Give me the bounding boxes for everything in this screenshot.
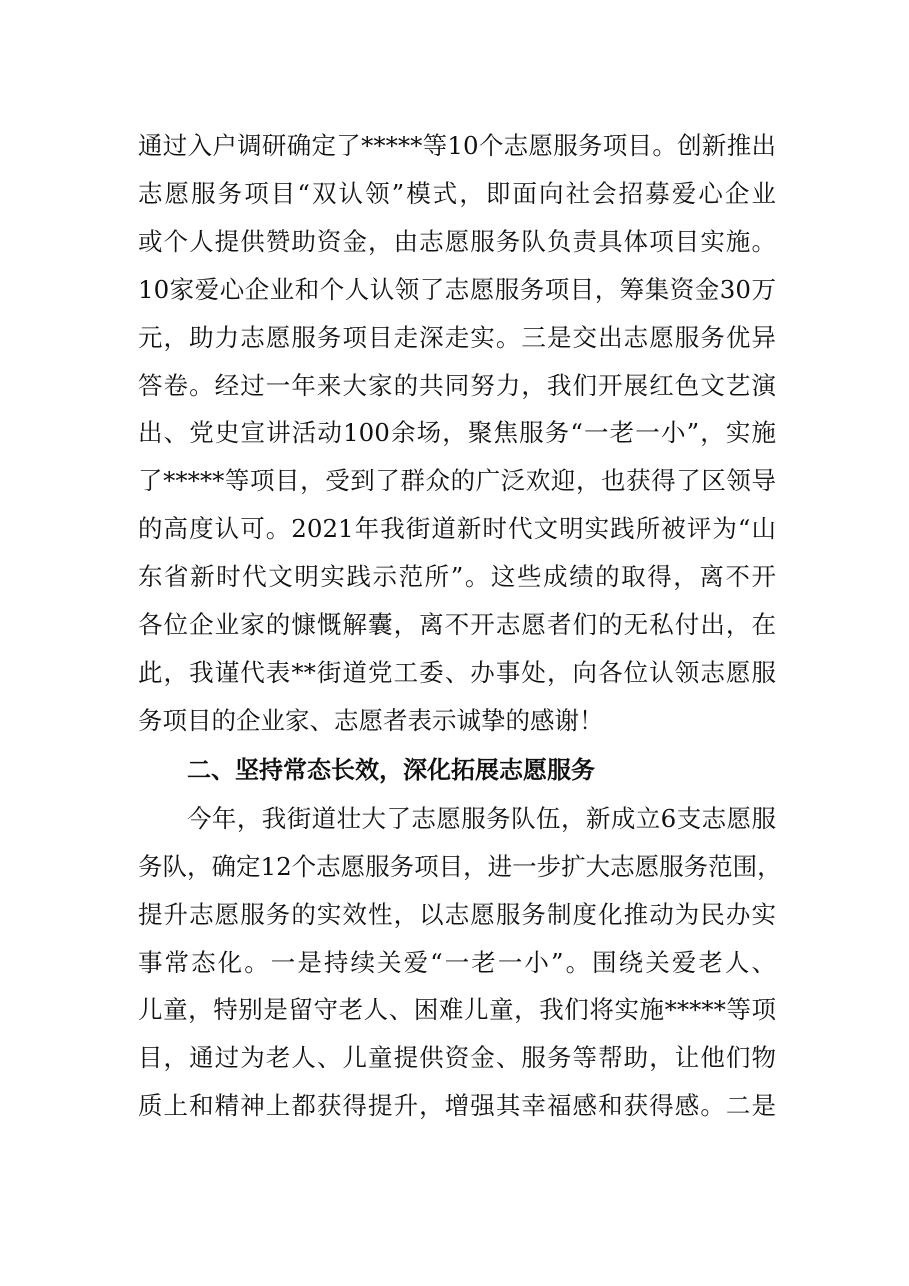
text-line: 质上和精神上都获得提升，增强其幸福感和获得感。二是	[138, 1091, 776, 1121]
paragraph-1	[138, 122, 776, 745]
text-line: 通过入户调研确定了*****等10个志愿服务项目。创新推出	[138, 131, 776, 160]
text-line: 元，助力志愿服务项目走深走实。三是交出志愿服务优异	[138, 322, 776, 352]
text-line: 儿童，特别是留守老人、困难儿童，我们将实施*****等项	[138, 995, 776, 1025]
text-line: 务队，确定12个志愿服务项目，进一步扩大志愿服务范围，	[138, 851, 782, 881]
section-heading: 二、坚持常态长效，深化拓展志愿服务	[187, 755, 595, 784]
text-line: 务项目的企业家、志愿者表示诚挚的感谢！	[138, 705, 604, 735]
text-line: 答卷。经过一年来大家的共同努力，我们开展红色文艺演	[138, 370, 776, 400]
text-line: 东省新时代文明实践示范所”。这些成绩的取得，离不开	[138, 562, 776, 592]
text-line: 了*****等项目，受到了群众的广泛欢迎，也获得了区领导	[138, 466, 776, 496]
text-line: 出、党史宣讲活动100余场，聚焦服务“一老一小”，实施	[138, 418, 776, 448]
document-body	[138, 122, 782, 1130]
text-line: 提升志愿服务的实效性，以志愿服务制度化推动为民办实	[138, 899, 776, 929]
text-line: 或个人提供赞助资金，由志愿服务队负责具体项目实施。	[138, 226, 776, 256]
text-line: 的高度认可。2021年我街道新时代文明实践所被评为“山	[138, 514, 776, 544]
text-line: 目，通过为老人、儿童提供资金、服务等帮助，让他们物	[138, 1043, 776, 1073]
text-line: 志愿服务项目“双认领”模式，即面向社会招募爱心企业	[138, 178, 776, 208]
text-line: 各位企业家的慷慨解囊，离不开志愿者们的无私付出，在	[138, 610, 776, 640]
paragraph-2	[138, 795, 782, 1130]
text-line: 此，我谨代表**街道党工委、办事处，向各位认领志愿服	[138, 657, 776, 687]
text-line: 事常态化。一是持续关爱“一老一小”。围绕关爱老人、	[138, 947, 776, 977]
text-line: 10家爱心企业和个人认领了志愿服务项目，筹集资金30万	[138, 274, 776, 304]
text-line: 今年，我街道壮大了志愿服务队伍，新成立6支志愿服	[187, 803, 776, 833]
